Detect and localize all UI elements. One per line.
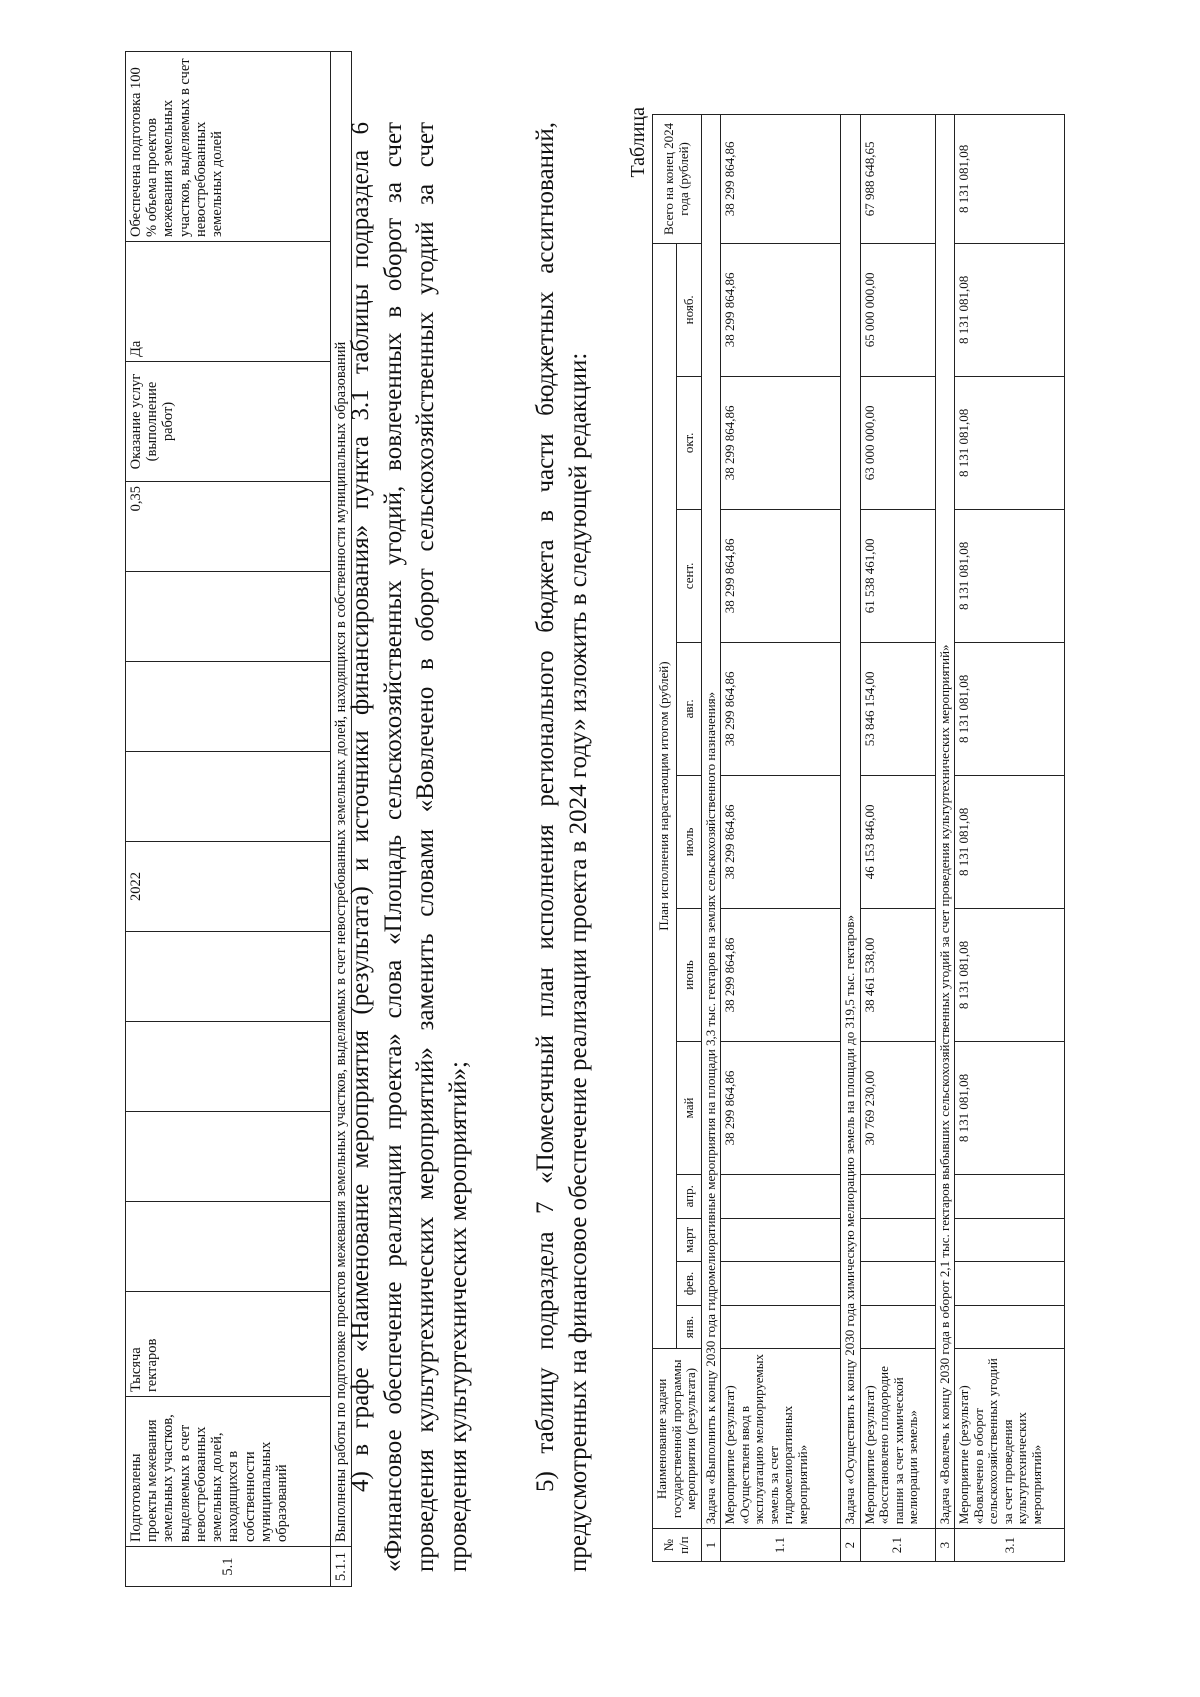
month-value [721, 1174, 841, 1218]
month-value: 8 131 081,08 [955, 1041, 1065, 1174]
total-value: 8 131 081,08 [955, 115, 1065, 244]
top-table [125, 51, 352, 1587]
task-number: 2 [841, 1529, 861, 1562]
header-month: окт. [677, 376, 701, 509]
month-value: 8 131 081,08 [955, 908, 1065, 1041]
month-value: 38 461 538,00 [860, 908, 935, 1041]
month-value: 61 538 461,00 [860, 509, 935, 642]
activity-row [721, 115, 841, 1562]
month-value: 8 131 081,08 [955, 509, 1065, 642]
month-value: 30 769 230,00 [860, 1041, 935, 1174]
header-month: сент. [677, 509, 701, 642]
header-name: Наименование задачи государственной программы мероприятия (результата) [653, 1349, 702, 1529]
activity-number: 2.1 [860, 1529, 935, 1562]
unit: Тысяча гектаров [126, 1292, 331, 1397]
month-value: 8 131 081,08 [955, 376, 1065, 509]
month-value: 38 299 864,86 [721, 642, 841, 775]
month-value: 38 299 864,86 [721, 775, 841, 908]
task-number: 3 [935, 1529, 955, 1562]
month-value: 8 131 081,08 [955, 642, 1065, 775]
month-value: 38 299 864,86 [721, 243, 841, 376]
base-year: 2022 [126, 842, 331, 932]
activity-name: Мероприятие (результат) «Восстановлено плодородие пашни за счет химической мелиорации земель» [860, 1349, 935, 1529]
header-month: фев. [677, 1262, 701, 1306]
month-value [721, 1262, 841, 1306]
header-num: № п/п [653, 1529, 702, 1562]
header-row-1 [653, 115, 677, 1562]
task-rows [701, 115, 1065, 1562]
result-type: Оказание услуг (выполнение работ) [126, 362, 331, 482]
row-number: 5.1 [126, 1547, 331, 1587]
month-value [860, 1305, 935, 1349]
header-month: май [677, 1041, 701, 1174]
action-text: Выполнены работы по подготовке проектов межевания земельных участков, выделяемых в счет невостребованных земельных долей, находящихся в собственности муниципальных образований [331, 52, 352, 1547]
header-month: авг. [677, 642, 701, 775]
activity-number: 3.1 [955, 1529, 1065, 1562]
month-value [721, 1218, 841, 1262]
header-plan: План исполнения нарастающим итогом (рублей) [653, 243, 677, 1349]
month-value: 63 000 000,00 [860, 376, 935, 509]
month-value [955, 1174, 1065, 1218]
header-month: апр. [677, 1174, 701, 1218]
header-month: июнь [677, 908, 701, 1041]
month-value [721, 1305, 841, 1349]
month-value: 38 299 864,86 [721, 509, 841, 642]
month-value [955, 1262, 1065, 1306]
header-row-months [677, 115, 701, 1562]
empty-cell [126, 752, 331, 842]
month-value: 8 131 081,08 [955, 775, 1065, 908]
flag: Да [126, 242, 331, 362]
month-value [955, 1218, 1065, 1262]
activity-row [860, 115, 935, 1562]
month-value: 38 299 864,86 [721, 1041, 841, 1174]
activity-name: Мероприятие (результат) «Вовлечено в оборот сельскохозяйственных угодий за счет проведения культуртехнических мероприятий» [955, 1349, 1065, 1529]
month-value [955, 1305, 1065, 1349]
month-value: 8 131 081,08 [955, 243, 1065, 376]
task-row [935, 115, 955, 1562]
task-text: Задача «Вовлечь к концу 2030 года в оборот 2,1 тыс. гектаров выбывших сельскохозяйственных угодий за счет проведения культуртехнических мероприятий» [935, 115, 955, 1529]
month-value [860, 1218, 935, 1262]
empty-cell [126, 1202, 331, 1292]
result-name: Подготовлены проекты межевания земельных участков, выделяемых в счет невостребованных земельных долей, находящихся в собственности муниципальных образований [126, 1397, 331, 1547]
task-row [701, 115, 721, 1562]
total-value: 67 988 648,65 [860, 115, 935, 244]
target-value: 0,35 [126, 482, 331, 572]
header-month: июль [677, 775, 701, 908]
table-caption: Таблица [627, 107, 649, 178]
header-month: нояб. [677, 243, 701, 376]
month-value: 53 846 154,00 [860, 642, 935, 775]
header-month: янв. [677, 1305, 701, 1349]
activity-row [955, 115, 1065, 1562]
month-value [860, 1262, 935, 1306]
paragraph-5: 5) таблицу подраздела 7 «Помесячный план исполнения регионального бюджета в части бюджетных ассигнований, предусмотренных на финансовое обеспечение реализации проекта в 2024 году» изложить в следующей редакции: [532, 122, 592, 1572]
month-value: 65 000 000,00 [860, 243, 935, 376]
header-total: Всего на конец 2024 года (рублей) [653, 115, 702, 244]
empty-cell [126, 662, 331, 752]
month-value [860, 1174, 935, 1218]
activity-name: Мероприятие (результат) «Осуществлен ввод в эксплуатацию мелиорируемых земель за счет гидромелиоративных мероприятий» [721, 1349, 841, 1529]
task-text: Задача «Осуществить к концу 2030 года химическую мелиорацию земель на площади до 319,5 тыс. гектаров» [841, 115, 861, 1529]
task-number: 1 [701, 1529, 721, 1562]
total-value: 38 299 864,86 [721, 115, 841, 244]
task-row [841, 115, 861, 1562]
month-value: 38 299 864,86 [721, 376, 841, 509]
row-number: 5.1.1 [331, 1547, 352, 1587]
empty-cell [126, 1112, 331, 1202]
activity-number: 1.1 [721, 1529, 841, 1562]
empty-cell [126, 1022, 331, 1112]
top-row-5-1 [126, 52, 331, 1587]
characteristic: Обеспечена подготовка 100 % объема проектов межевания земельных участков, выделяемых в счет невостребованных земельных долей [126, 52, 331, 242]
paragraph-4: 4) в графе «Наименование мероприятия (результата) и источники финансирования» пункта 3.1 таблицы подраздела 6 «Финансовое обеспечение реализации проекта» слова «Площадь сельскохозяйственных угодий, вовлеченных в оборот за счет проведения культуртехнических мероприятий» заменить словами «Вовлечено в оборот сельскохозяйственных угодий за счет проведения культуртехнических мероприятий»; [347, 122, 472, 1572]
header-month: март [677, 1218, 701, 1262]
empty-cell [126, 932, 331, 1022]
month-value: 46 153 846,00 [860, 775, 935, 908]
monthly-plan-table [652, 114, 1065, 1562]
month-value: 38 299 864,86 [721, 908, 841, 1041]
empty-cell [126, 572, 331, 662]
task-text: Задача «Выполнить к концу 2030 года гидромелиоративные мероприятия на площади 3,3 тыс. гектаров на землях сельскохозяйственного назначения» [701, 115, 721, 1529]
